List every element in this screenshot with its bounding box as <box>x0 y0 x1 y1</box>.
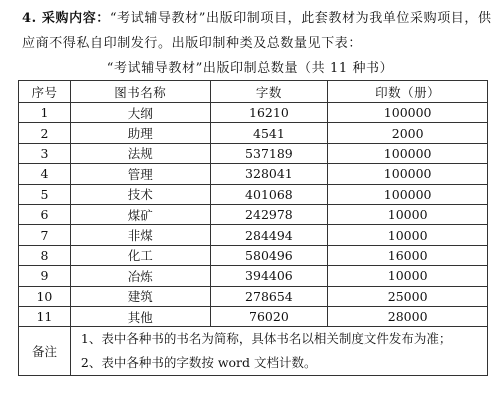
cell-index: 2 <box>19 123 71 143</box>
table-row <box>19 225 488 245</box>
cell-word-count: 328041 <box>210 164 328 184</box>
cell-word-count: 16210 <box>210 103 328 123</box>
table-row <box>19 184 488 204</box>
cell-print-count: 25000 <box>328 286 488 306</box>
cell-book-name: 技术 <box>70 184 210 204</box>
cell-word-count: 4541 <box>210 123 328 143</box>
table-row <box>19 204 488 224</box>
cell-index: 10 <box>19 286 71 306</box>
cell-index: 1 <box>19 103 71 123</box>
cell-book-name: 建筑 <box>70 286 210 306</box>
cell-word-count: 537189 <box>210 143 328 163</box>
intro-text: “考试辅导教材”出版印制项目，此套教材为我单位采购项目，供应商不得私自印制发行。出版印制种类及总数量见下表： <box>22 11 492 51</box>
cell-book-name: 助理 <box>70 123 210 143</box>
note-line: 1、表中各种书的书名为简称，具体书名以相关制度文件发布为准； <box>80 331 452 347</box>
note-line: 2、表中各种书的字数按 word 文档计数。 <box>80 355 317 371</box>
print-quantity-table <box>18 80 488 376</box>
header-word-count: 字数 <box>210 81 328 103</box>
header-book-name: 图书名称 <box>70 81 210 103</box>
cell-book-name: 煤矿 <box>70 204 210 224</box>
cell-index: 11 <box>19 306 71 326</box>
cell-print-count: 10000 <box>328 204 488 224</box>
table-row <box>19 286 488 306</box>
cell-index: 5 <box>19 184 71 204</box>
cell-print-count: 10000 <box>328 266 488 286</box>
cell-book-name: 冶炼 <box>70 266 210 286</box>
cell-book-name: 大纲 <box>70 103 210 123</box>
header-index: 序号 <box>19 81 71 103</box>
table-row <box>19 245 488 265</box>
cell-word-count: 278654 <box>210 286 328 306</box>
section-lead: 4. 采购内容： <box>22 11 110 26</box>
cell-book-name: 化工 <box>70 245 210 265</box>
note-row <box>19 327 488 376</box>
table-row <box>19 123 488 143</box>
cell-print-count: 100000 <box>328 143 488 163</box>
cell-word-count: 394406 <box>210 266 328 286</box>
table-caption: “考试辅导教材”出版印制总数量（共 11 种书） <box>106 61 394 76</box>
cell-print-count: 100000 <box>328 164 488 184</box>
cell-index: 8 <box>19 245 71 265</box>
note-content <box>70 327 487 376</box>
table-row <box>19 306 488 326</box>
cell-book-name: 法规 <box>70 143 210 163</box>
cell-print-count: 100000 <box>328 103 488 123</box>
cell-word-count: 401068 <box>210 184 328 204</box>
table-row <box>19 266 488 286</box>
cell-index: 3 <box>19 143 71 163</box>
header-print-count: 印数（册） <box>328 81 488 103</box>
table-row <box>19 103 488 123</box>
cell-index: 7 <box>19 225 71 245</box>
cell-book-name: 其他 <box>70 306 210 326</box>
cell-word-count: 242978 <box>210 204 328 224</box>
table-row <box>19 164 488 184</box>
table-row <box>19 143 488 163</box>
cell-print-count: 2000 <box>328 123 488 143</box>
note-label: 备注 <box>19 327 71 376</box>
cell-print-count: 10000 <box>328 225 488 245</box>
intro-paragraph <box>22 6 492 56</box>
cell-word-count: 76020 <box>210 306 328 326</box>
cell-word-count: 284494 <box>210 225 328 245</box>
cell-index: 9 <box>19 266 71 286</box>
table-header-row <box>19 81 488 103</box>
cell-book-name: 管理 <box>70 164 210 184</box>
cell-book-name: 非煤 <box>70 225 210 245</box>
cell-index: 6 <box>19 204 71 224</box>
cell-index: 4 <box>19 164 71 184</box>
cell-print-count: 16000 <box>328 245 488 265</box>
cell-print-count: 100000 <box>328 184 488 204</box>
cell-word-count: 580496 <box>210 245 328 265</box>
cell-print-count: 28000 <box>328 306 488 326</box>
